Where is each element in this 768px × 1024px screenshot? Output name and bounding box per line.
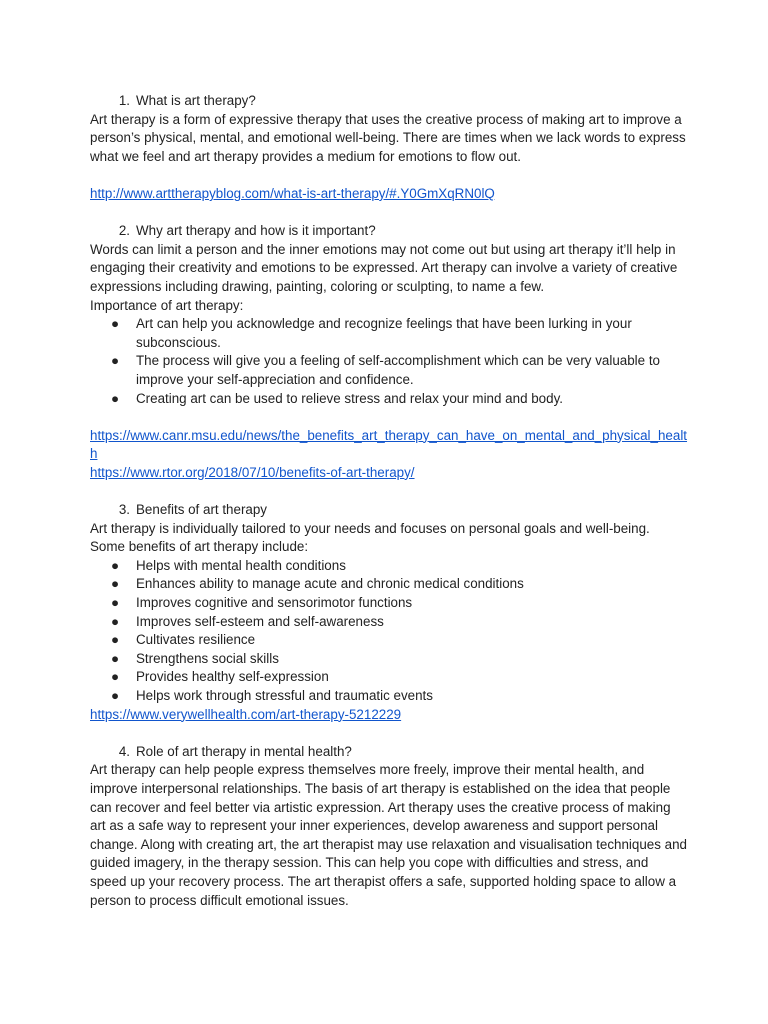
section-number: 4. [118,743,130,759]
section-2-heading [90,222,688,241]
bullet-icon: ● [111,316,120,332]
list-item: ● Improves self-esteem and self-awareness [90,613,688,632]
section-number: 2. [118,223,130,239]
list-item: ● Creating art can be used to relieve stress and relax your mind and body. [90,390,688,409]
bullet-icon: ● [111,576,120,592]
list-item: ● Strengthens social skills [90,650,688,669]
bullet-icon: ● [111,595,120,611]
list-item: ● Helps work through stressful and traumatic events [90,687,688,706]
importance-list [90,315,688,408]
bullet-icon: ● [111,557,120,573]
list-item: ● Enhances ability to manage acute and chronic medical conditions [90,575,688,594]
list-item: ● The process will give you a feeling of self-accomplishment which can be very valuable to improve your self-appreciation and confidence. [111,353,660,387]
section-2-link-rtor[interactable]: https://www.rtor.org/2018/07/10/benefits-of-art-therapy/ [90,464,415,480]
bullet-icon: ● [111,688,120,703]
section-title: Role of art therapy in mental health? [136,743,352,759]
bullet-icon: ● [111,650,120,666]
section-4-body: Art therapy can help people express themselves more freely, improve their mental health, and improve interpersonal relationships. The basis of art therapy is established on the idea that people can recover and feel better via artistic expression. Art therapy uses the creative process of making art as a safe way to represent your inner experiences, develop awareness and support personal change. Along with creating art, the art therapist may use relaxation and visualisation techniques and guided imagery, in the therapy session. This can help you cope with difficulties and stress, and speed up your recovery process. The art therapist offers a safe, supported holding space to allow a person to process difficult emotional issues. [90,762,687,908]
section-1-heading [90,92,688,111]
section-title: Benefits of art therapy [136,502,268,518]
bullet-icon: ● [111,353,120,369]
section-title: What is art therapy? [136,93,256,108]
section-title: Why art therapy and how is it important? [136,223,376,239]
section-2-subheading: Importance of art therapy: [90,297,244,313]
section-3-body: Art therapy is individually tailored to your needs and focuses on personal goals and well-being. Some benefits of art therapy include: [90,520,650,555]
section-2-link-msu[interactable]: https://www.canr.msu.edu/news/the_benefits_art_therapy_can_have_on_mental_and_physical_health [90,427,688,462]
list-item: ● Improves cognitive and sensorimotor functions [90,594,688,613]
section-3-heading [90,501,688,520]
bullet-icon: ● [111,632,120,648]
section-3-link[interactable]: https://www.verywellhealth.com/art-therapy-5212229 [90,706,402,722]
section-1-body: Art therapy is a form of expressive therapy that uses the creative process of making art to improve a person’s physical, mental, and emotional well-being. There are times when we lack words to express what we feel and art therapy provides a medium for emotions to flow out. [90,111,686,164]
list-item: ● Art can help you acknowledge and recognize feelings that have been lurking in your subconscious. [111,316,632,350]
section-number: 3. [118,502,130,518]
bullet-icon: ● [111,669,120,685]
section-2-body: Words can limit a person and the inner emotions may not come out but using art therapy it’ll help in engaging their creativity and emotions to be expressed. Art therapy can involve a variety of creative expressions including drawing, painting, coloring or sculpting, to name a few. [90,241,678,294]
benefits-list [90,557,688,706]
bullet-icon: ● [111,390,120,406]
section-1-link[interactable]: http://www.arttherapyblog.com/what-is-art-therapy/#.Y0GmXqRN0lQ [90,185,495,201]
bullet-icon: ● [111,613,120,629]
section-4-heading [90,743,688,762]
list-item: ● Helps with mental health conditions [90,557,688,576]
section-number: 1. [118,93,130,108]
list-item: ● Cultivates resilience [90,631,688,650]
list-item: ● Provides healthy self-expression [90,668,688,687]
